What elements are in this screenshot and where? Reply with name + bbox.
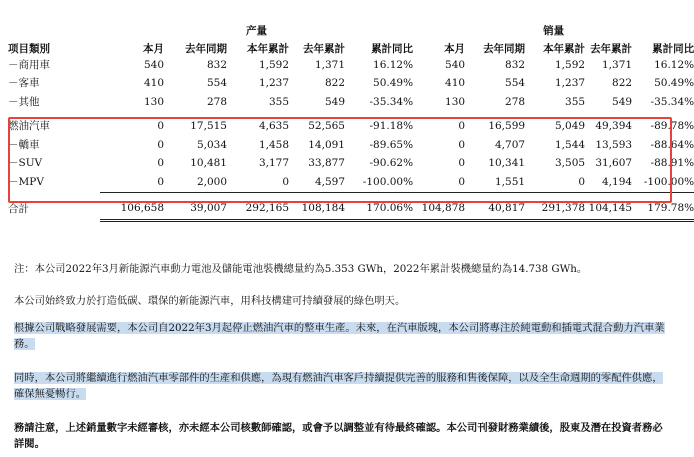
table-cell: -89.65% [369, 138, 414, 151]
column-header: 去年累計 [590, 43, 633, 55]
table-cell: 10,481 [190, 157, 227, 170]
table-cell: 52,565 [308, 120, 345, 133]
table-cell: 822 [324, 77, 345, 90]
table-row [8, 56, 694, 75]
table-cell: 1,371 [314, 58, 345, 71]
table-cell: 0 [458, 138, 466, 151]
table-cell: 4,597 [289, 173, 345, 192]
column-header-row [8, 38, 694, 56]
row-label: －客車 [8, 77, 40, 90]
service-highlight: 同時，本公司將繼續進行燃油汽車零部件的生產和供應，為現有燃油汽車客戶持續提供完善的服務和售後保障，以及全生命週期的零配件供應，確保無憂暢行。 [14, 372, 663, 400]
commitment-paragraph: 本公司始終致力於打造低碳、環保的新能源汽車，用科技構建可持續發展的綠色明天。 [14, 295, 406, 307]
table-cell: -35.34% [650, 95, 694, 108]
table-cell: 549 [612, 95, 633, 108]
table-cell: 292,165 [227, 199, 289, 221]
table-cell: -100.00% [632, 173, 694, 192]
table-cell: 2,000 [164, 173, 227, 192]
table-cell: 3,177 [258, 157, 289, 170]
table-cell: 50.49% [373, 77, 414, 90]
table-cell: 0 [227, 173, 289, 192]
table-cell: 540 [445, 58, 466, 71]
table-cell: 1,551 [465, 173, 525, 192]
production-group-header: 产量 [246, 25, 268, 37]
column-header: 去年同期 [483, 43, 526, 55]
row-label: 燃油汽車 [8, 120, 50, 133]
table-row [8, 93, 694, 112]
table-cell: 16,599 [488, 120, 526, 133]
column-header: 累計同比 [371, 43, 414, 55]
table-cell: 1,592 [555, 58, 586, 71]
row-label: －商用車 [8, 58, 50, 71]
table-cell: 49,394 [595, 120, 633, 133]
table-cell: 0 [525, 173, 585, 192]
table-cell: 410 [143, 77, 164, 90]
table-cell: 549 [324, 95, 345, 108]
table-cell: 50.49% [654, 77, 694, 90]
table-cell: 1,371 [602, 58, 633, 71]
table-cell: 0 [458, 157, 466, 170]
table-cell: -90.62% [369, 157, 414, 170]
table-cell: 554 [505, 77, 526, 90]
table-cell: 832 [206, 58, 227, 71]
table-cell: -88.64% [650, 138, 694, 151]
column-header: 本年累計 [247, 43, 289, 55]
column-header-category: 项目類別 [8, 43, 50, 55]
row-label: －其他 [8, 95, 40, 108]
row-label: －MPV [8, 176, 44, 188]
table-cell: 1,592 [258, 58, 289, 71]
table-cell: 0 [157, 120, 164, 133]
table-cell: 5,049 [555, 120, 586, 133]
table-cell: 0 [458, 120, 466, 133]
table-cell: 104,145 [585, 199, 632, 221]
table-cell: 554 [206, 77, 227, 90]
column-header: 本月 [143, 43, 164, 55]
fuel-vehicle-highlight-frame [8, 117, 672, 203]
table-cell: 4,707 [495, 138, 526, 151]
table-cell: 106,658 [100, 199, 164, 221]
table-cell: 291,378 [525, 199, 585, 221]
table-cell: 40,817 [465, 199, 525, 221]
table-row [8, 75, 694, 94]
column-header: 本月 [444, 43, 466, 55]
sales-group-header: 销量 [543, 25, 565, 37]
table-cell: 104,878 [413, 199, 465, 221]
table-cell: 0 [413, 173, 465, 192]
table-cell: -89.78% [650, 120, 694, 133]
strategy-paragraph [14, 320, 666, 352]
row-label: 合計 [8, 202, 29, 215]
table-cell: 16.12% [654, 58, 694, 71]
table-cell: 1,544 [555, 138, 586, 151]
row-label: －轎車 [8, 138, 40, 151]
table-cell: 16.12% [373, 58, 414, 71]
table-cell: -100.00% [345, 173, 413, 192]
table-cell: 31,607 [595, 157, 633, 170]
table-cell: 130 [143, 95, 164, 108]
row-label: －SUV [8, 157, 43, 170]
table-cell: 278 [206, 95, 227, 108]
table-cell: 33,877 [308, 157, 345, 170]
table-cell: 1,458 [258, 138, 289, 151]
table-cell: 822 [612, 77, 633, 90]
column-header: 去年同期 [185, 43, 227, 55]
table-cell: 170.06% [345, 199, 413, 221]
table-cell: 278 [505, 95, 526, 108]
service-paragraph [14, 370, 666, 402]
strategy-highlight: 根據公司戰略發展需要，本公司自2022年3月起停止燃油汽車的整車生產。未來，在汽車版塊，本公司將專注於純電動和插電式混合動力汽車業務。 [14, 322, 665, 350]
table-cell: 540 [143, 58, 164, 71]
table-cell: 17,515 [190, 120, 227, 133]
table-cell: -91.18% [369, 120, 414, 133]
table-cell: -88.91% [650, 157, 694, 170]
table-cell: 14,091 [308, 138, 345, 151]
table-cell: 13,593 [595, 138, 633, 151]
column-header: 本年累計 [543, 43, 586, 55]
table-cell: 0 [100, 173, 164, 192]
table-cell: 130 [445, 95, 466, 108]
table-cell: 355 [565, 95, 586, 108]
table-cell: 0 [157, 157, 164, 170]
group-header-row [8, 22, 694, 38]
unaudited-warning-paragraph: 務請注意，上述銷量數字未經審核，亦未經本公司核數師確認，或會予以調整並有待最終確認。本公司刊發財務業績後，股東及潛在投資者務必詳閱。 [14, 422, 663, 450]
table-cell: 5,034 [196, 138, 227, 151]
table-cell: 39,007 [164, 199, 227, 221]
column-header: 去年累計 [303, 43, 345, 55]
table-cell: 1,237 [555, 77, 586, 90]
table-cell: -35.34% [369, 95, 414, 108]
table-cell: 108,184 [289, 199, 345, 221]
table-cell: 410 [445, 77, 466, 90]
table-cell: 10,341 [488, 157, 526, 170]
table-cell: 1,237 [258, 77, 289, 90]
column-header: 累計同比 [652, 43, 694, 55]
table-cell: 179.78% [632, 199, 694, 221]
installed-capacity-note: 注：本公司2022年3月新能源汽車動力電池及儲能電池裝機總量約為5.353 GWh，2022年累計裝機總量約為14.738 GWh。 [14, 263, 588, 275]
table-cell: 355 [268, 95, 289, 108]
table-cell: 0 [157, 138, 164, 151]
table-cell: 4,194 [585, 173, 632, 192]
table-cell: 3,505 [555, 157, 586, 170]
table-cell: 832 [505, 58, 526, 71]
table-cell: 4,635 [258, 120, 289, 133]
